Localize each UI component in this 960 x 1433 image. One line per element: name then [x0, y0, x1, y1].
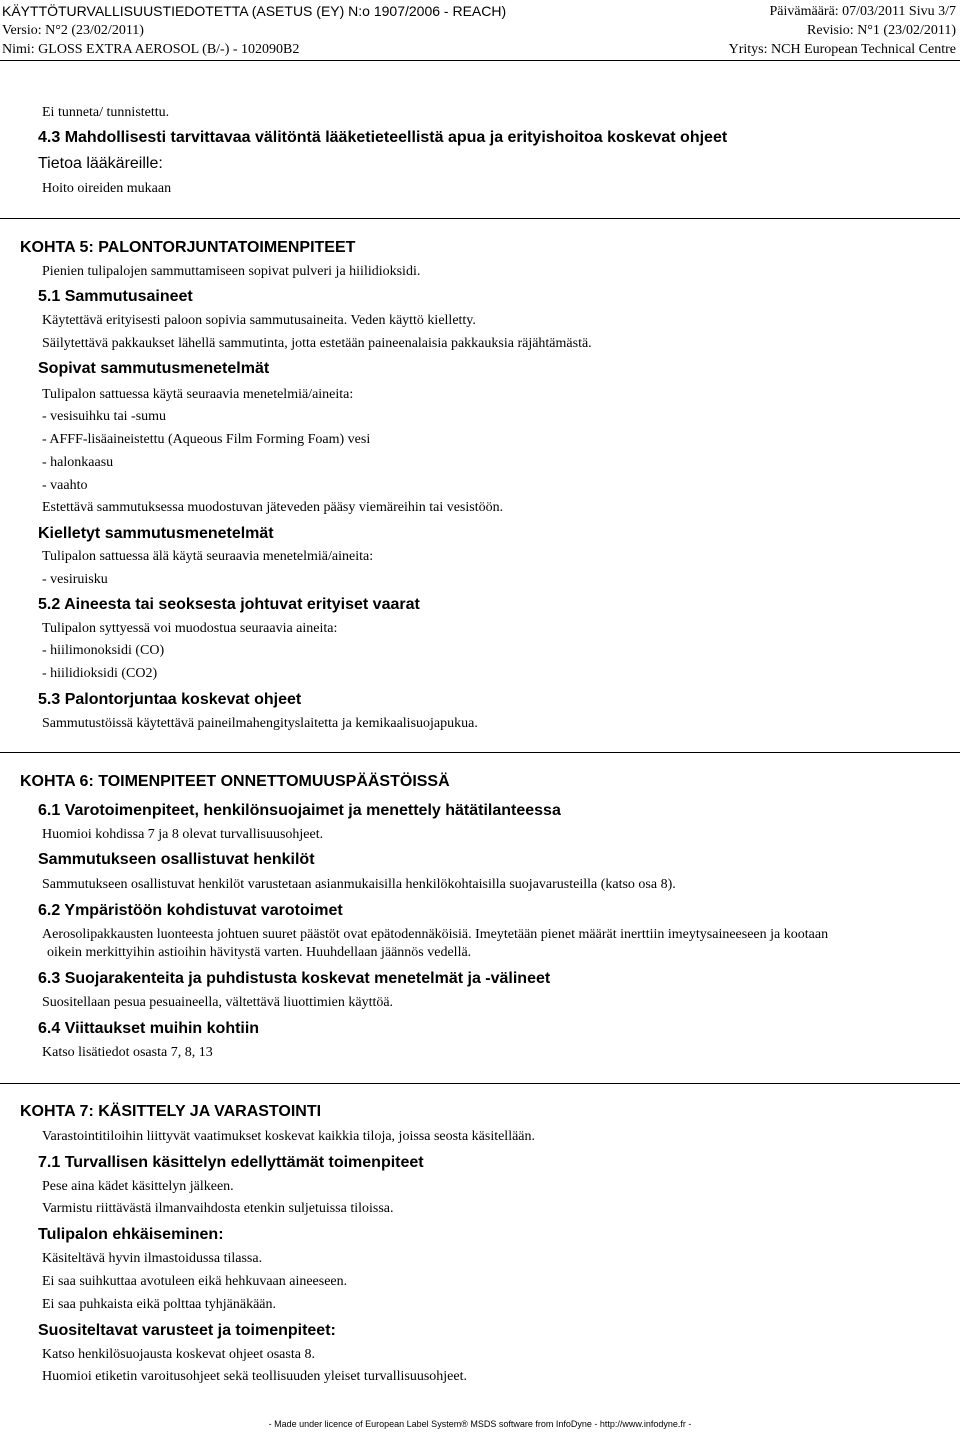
s6-3-para: Suositellaan pesua pesuaineella, vältettävä liuottimien käyttöä.: [42, 995, 394, 1010]
document-header: [2, 2, 956, 59]
sammutukseen-para: Sammutukseen osallistuvat henkilöt varustetaan asianmukaisilla henkilökohtaisilla suojavarusteilla (katso osa 8).: [42, 877, 676, 892]
page-footer: - Made under licence of European Label System® MSDS software from InfoDyne - http://www.infodyne.fr -: [268, 1419, 692, 1429]
heading-sammutukseen: Sammutukseen osallistuvat henkilöt: [38, 851, 315, 868]
s5-2-para-a: Tulipalon syttyessä voi muodostua seuraavia aineita:: [42, 621, 338, 636]
section-divider-6: [0, 752, 960, 753]
suositeltavat-line-2: Huomioi etiketin varoitusohjeet sekä teollisuuden yleiset turvallisuusohjeet.: [42, 1369, 467, 1384]
s4-hoito: Hoito oireiden mukaan: [42, 181, 172, 196]
heading-sopivat: Sopivat sammutusmenetelmät: [38, 360, 270, 377]
s7-intro: Varastointitiloihin liittyvät vaatimukset koskevat kaikkia tiloja, joissa seosta käsitellään.: [42, 1129, 536, 1144]
section-divider-7: [0, 1083, 960, 1084]
section-divider-5: [0, 218, 960, 219]
section-6-title: KOHTA 6: TOIMENPITEET ONNETTOMUUSPÄÄSTÖISSÄ: [20, 773, 450, 790]
heading-7-1: 7.1 Turvallisen käsittelyn edellyttämät toimenpiteet: [38, 1154, 424, 1171]
s5-3-para: Sammutustöissä käytettävä paineilmahengityslaitetta ja kemikaalisuojapukua.: [42, 716, 478, 731]
heading-suositeltavat: Suositeltavat varusteet ja toimenpiteet:: [38, 1322, 336, 1339]
sopivat-line-2: - AFFF-lisäaineistettu (Aqueous Film Forming Foam) vesi: [42, 432, 371, 447]
heading-kielletyt: Kielletyt sammutusmenetelmät: [38, 525, 274, 542]
s5-2-para-c: - hiilidioksidi (CO2): [42, 666, 158, 681]
heading-5-3: 5.3 Palontorjuntaa koskevat ohjeet: [38, 691, 302, 708]
revision: Revisio: N°1 (23/02/2011): [807, 23, 956, 38]
suositeltavat-line-1: Katso henkilösuojausta koskevat ohjeet osasta 8.: [42, 1347, 315, 1362]
sopivat-line-3: - halonkaasu: [42, 455, 114, 470]
tulipalon-line-2: Ei saa suihkuttaa avotuleen eikä hehkuvaan aineeseen.: [42, 1274, 348, 1289]
header-row-1: [2, 2, 956, 21]
heading-5-1: 5.1 Sammutusaineet: [38, 288, 193, 305]
sopivat-line-5: Estettävä sammutuksessa muodostuvan jäteveden pääsy viemäreihin tai vesistöön.: [42, 500, 504, 515]
s5-1-para-b: Säilytettävä pakkaukset lähellä sammutinta, jotta estetään paineenalaisia pakkauksia räjähtämästä.: [42, 336, 592, 351]
s4-line-0: Ei tunneta/ tunnistettu.: [42, 105, 170, 120]
date-page: Päivämäärä: 07/03/2011 Sivu 3/7: [769, 4, 956, 19]
sopivat-line-4: - vaahto: [42, 478, 88, 493]
tulipalon-line-1: Käsiteltävä hyvin ilmastoidussa tilassa.: [42, 1251, 263, 1266]
section-5-title: KOHTA 5: PALONTORJUNTATOIMENPITEET: [20, 239, 356, 256]
heading-tietoa: Tietoa lääkäreille:: [38, 155, 163, 172]
s6-1-para: Huomioi kohdissa 7 ja 8 olevat turvallisuusohjeet.: [42, 827, 324, 842]
s5-intro: Pienien tulipalojen sammuttamiseen sopivat pulveri ja hiilidioksidi.: [42, 264, 421, 279]
s7-1-para-b: Varmistu riittävästä ilmanvaihdosta etenkin suljetuissa tiloissa.: [42, 1201, 394, 1216]
heading-6-2: 6.2 Ympäristöön kohdistuvat varotoimet: [38, 902, 343, 919]
s7-1-para-a: Pese aina kädet käsittelyn jälkeen.: [42, 1179, 234, 1194]
heading-6-1: 6.1 Varotoimenpiteet, henkilönsuojaimet ja menettely hätätilanteessa: [38, 802, 561, 819]
kielletyt-line-1: - vesiruisku: [42, 572, 108, 587]
s5-1-para-a: Käytettävä erityisesti paloon sopivia sammutusaineita. Veden käyttö kielletty.: [42, 313, 476, 328]
version: Versio: N°2 (23/02/2011): [2, 23, 144, 38]
header-row-2: [2, 21, 956, 40]
heading-5-2: 5.2 Aineesta tai seoksesta johtuvat erityiset vaarat: [38, 596, 420, 613]
header-row-3: [2, 40, 956, 59]
heading-tulipalon: Tulipalon ehkäiseminen:: [38, 1226, 224, 1243]
s6-4-para: Katso lisätiedot osasta 7, 8, 13: [42, 1045, 213, 1060]
s6-2-para-b: oikein merkittyihin astioihin hävitystä varten. Huuhdellaan jäännös vedellä.: [47, 945, 472, 960]
tulipalon-line-3: Ei saa puhkaista eikä polttaa tyhjänäkään.: [42, 1297, 277, 1312]
s6-2-para-a: Aerosolipakkausten luonteesta johtuen suuret päästöt ovat epätodennäköisiä. Imeytetään pienet määrät inerttiin imeytysaineeseen ja kootaan: [42, 927, 829, 942]
sds-title: KÄYTTÖTURVALLISUUSTIEDOTETTA (ASETUS (EY) N:o 1907/2006 - REACH): [2, 3, 507, 19]
sopivat-line-0: Tulipalon sattuessa käytä seuraavia menetelmiä/aineita:: [42, 387, 354, 402]
sopivat-line-1: - vesisuihku tai -sumu: [42, 409, 167, 424]
heading-6-3: 6.3 Suojarakenteita ja puhdistusta koskevat menetelmät ja -välineet: [38, 970, 551, 987]
s5-2-para-b: - hiilimonoksidi (CO): [42, 643, 165, 658]
company: Yritys: NCH European Technical Centre: [728, 42, 956, 57]
section-7-title: KOHTA 7: KÄSITTELY JA VARASTOINTI: [20, 1103, 322, 1120]
header-divider: [0, 60, 960, 61]
heading-4-3: 4.3 Mahdollisesti tarvittavaa välitöntä lääketieteellistä apua ja erityishoitoa koskevat ohjeet: [38, 129, 728, 146]
kielletyt-line-0: Tulipalon sattuessa älä käytä seuraavia menetelmiä/aineita:: [42, 549, 374, 564]
product-name: Nimi: GLOSS EXTRA AEROSOL (B/-) - 102090B2: [2, 42, 300, 57]
heading-6-4: 6.4 Viittaukset muihin kohtiin: [38, 1020, 260, 1037]
